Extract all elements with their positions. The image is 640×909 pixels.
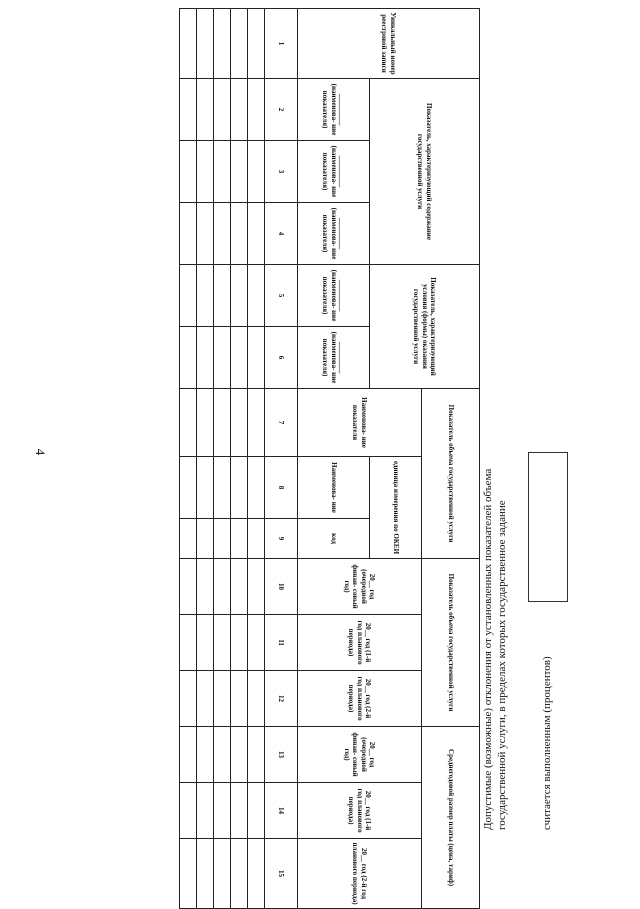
column-number: 2 (265, 79, 298, 141)
volume-indicators-table (179, 8, 480, 909)
header-year-plan-1: 20__ год (1-й год планового периода) (298, 615, 422, 671)
header-year-plan-2: 20__ год (2-й год планового периода) (298, 671, 422, 727)
column-number: 14 (265, 783, 298, 839)
table-row (214, 9, 231, 909)
footer-line-2: государственной услуги, в пределах которых государственное задание (496, 500, 508, 830)
footer-line-1: Допустимые (возможные) отклонения от установленных показателей объема (482, 468, 494, 830)
column-number: 5 (265, 265, 298, 327)
column-number: 12 (265, 671, 298, 727)
column-number: 11 (265, 615, 298, 671)
placeholder-indicator-name: _________ (наименова- ние показателя) (298, 327, 370, 389)
placeholder-indicator-name: _________ (наименова- ние показателя) (298, 203, 370, 265)
column-number: 15 (265, 839, 298, 909)
percent-input-box[interactable] (528, 452, 568, 602)
table-row (231, 9, 248, 909)
header-volume-indicator: Показатель объема государственной услуги (422, 389, 480, 559)
column-number: 13 (265, 727, 298, 783)
placeholder-indicator-name: _________ (наименова- ние показателя) (298, 79, 370, 141)
column-number: 3 (265, 141, 298, 203)
header-indicator-name: Наименова- ние показателя (298, 389, 422, 457)
column-number: 7 (265, 389, 298, 457)
header-unit-name: Наименова- ние (298, 457, 370, 519)
column-number: 4 (265, 203, 298, 265)
header-service-content: Показатель, характеризующий содержание государственной услуги (370, 79, 480, 265)
header-price-year-plan-1: 20__ год (1-й год планового периода) (298, 783, 422, 839)
header-service-conditions: Показатель, характеризующий условия (формы) оказания государственной услуги (370, 265, 480, 389)
column-number: 9 (265, 519, 298, 559)
header-registry-number: Уникальный номер реестровой записи (298, 9, 480, 79)
table-row (180, 9, 197, 909)
page-number: 4 (33, 448, 48, 456)
footer-line-3: считается выполненным (процентов) (541, 656, 553, 830)
rotated-table-block (60, 8, 480, 905)
header-average-price: Среднегодовой размер платы (цена, тариф) (422, 727, 480, 909)
column-number: 1 (265, 9, 298, 79)
header-okei-unit: единица измерения по ОКЕИ (370, 457, 422, 559)
column-number: 10 (265, 559, 298, 615)
table-row (248, 9, 265, 909)
header-price-year-plan-2: 20__ год (2-й год планового периода) (298, 839, 422, 909)
header-volume-value: Показатель объема государственной услуги (422, 559, 480, 727)
table-row (197, 9, 214, 909)
placeholder-indicator-name: _________ (наименова- ние показателя) (298, 141, 370, 203)
header-unit-code: код (298, 519, 370, 559)
placeholder-indicator-name: _________ (наименова- ние показателя) (298, 265, 370, 327)
column-number: 6 (265, 327, 298, 389)
header-price-year-current: 20__ год (очередной финан- совый год) (298, 727, 422, 783)
column-number: 8 (265, 457, 298, 519)
header-year-current: 20__ год (очередной финан- совый год) (298, 559, 422, 615)
